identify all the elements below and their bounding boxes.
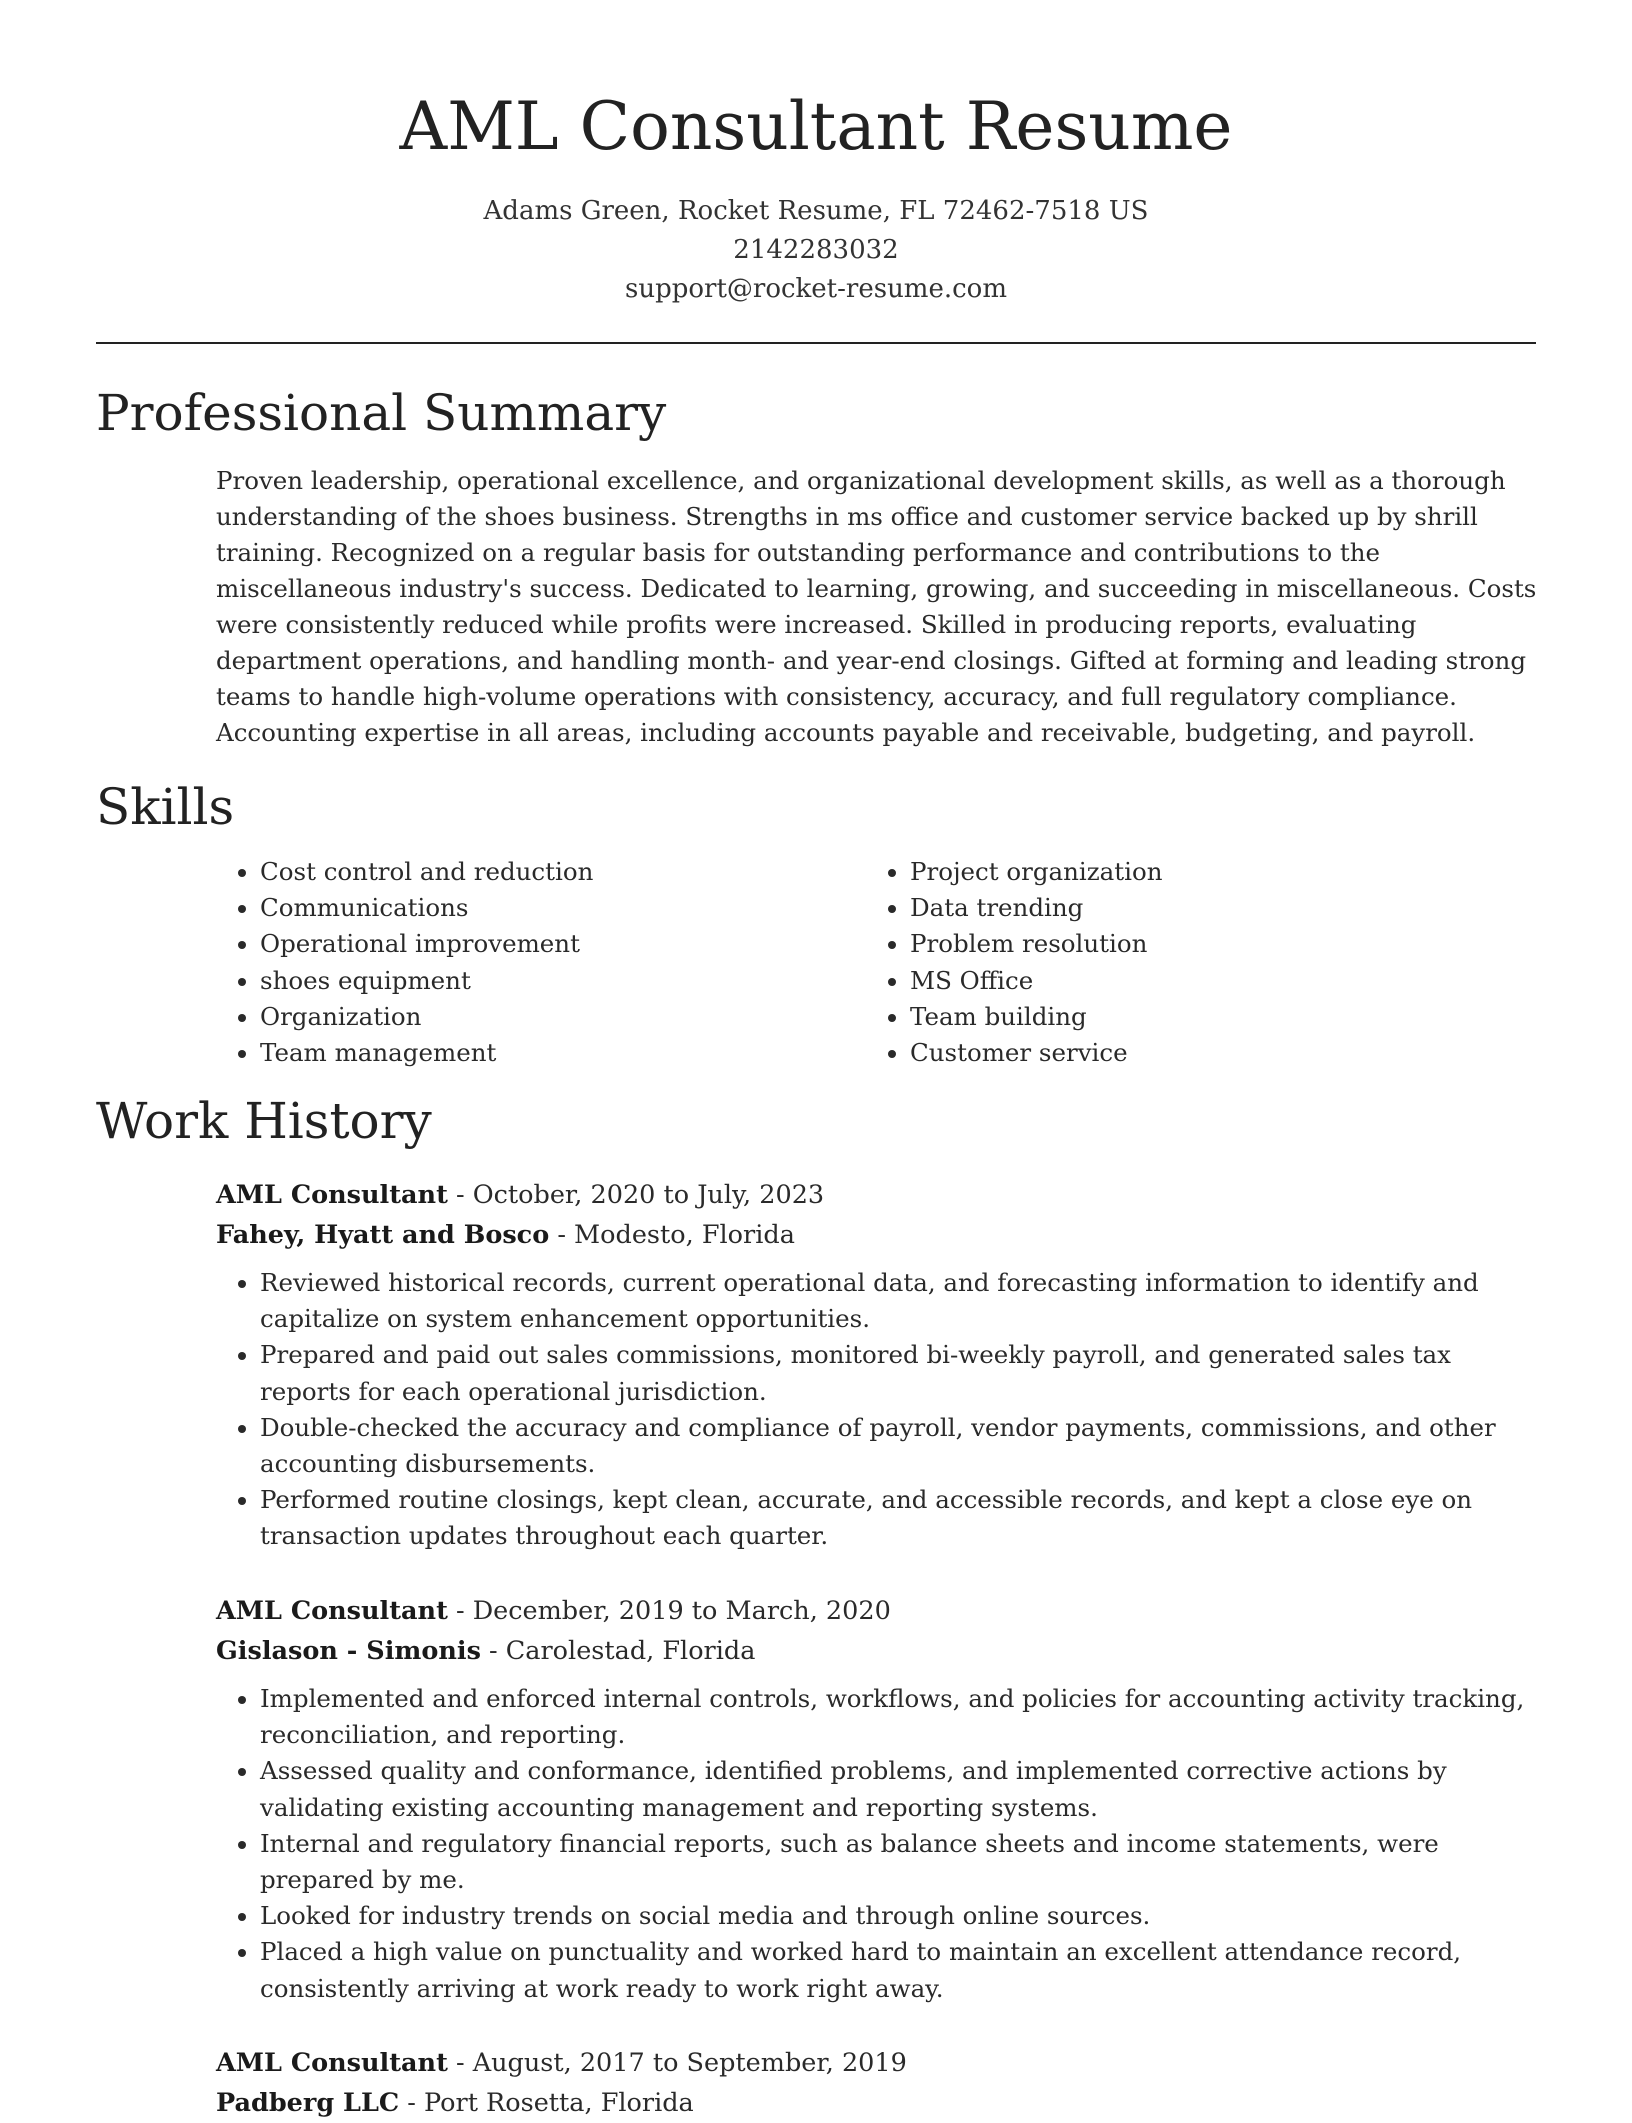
- job-title: AML Consultant: [216, 2048, 448, 2078]
- job-company-line: [216, 1215, 1546, 1255]
- summary-paragraph: Proven leadership, operational excellence, and organizational development skills, as well as a thorough understanding of the shoes business. Strengths in ms office and customer service backed up by shrill training. Recognized on a regular basis for outstanding performance and contributions to the miscellaneous industry's success. Dedicated to learning, growing, and succeeding in miscellaneous. Costs were consistently reduced while profits were increased. Skilled in producing reports, evaluating department operations, and handling month- and year-end closings. Gifted at forming and leading strong teams to handle high-volume operations with consistency, accuracy, and full regulatory compliance. Accounting expertise in all areas, including accounts payable and receivable, budgeting, and payroll.: [216, 466, 1537, 747]
- skills-list-right: [866, 854, 1163, 1071]
- contact-email: support@rocket-resume.com: [624, 274, 1007, 304]
- job-bullet: • Prepared and paid out sales commissions, monitored bi-weekly payroll, and generated sales tax reports for each operational jurisdiction.: [260, 1337, 1546, 1409]
- job-company: Fahey, Hyatt and Bosco: [216, 1220, 550, 1250]
- job-company-line: [216, 1631, 1546, 1671]
- job-location: Modesto, Florida: [574, 1220, 795, 1250]
- job-bullet: • Placed a high value on punctuality and worked hard to maintain an excellent attendance record, consistently arriving at work ready to work right away.: [260, 1934, 1546, 2006]
- job-title-line: [216, 1175, 1546, 1215]
- job-dates: August, 2017 to September, 2019: [472, 2048, 907, 2078]
- skills-list-left: [216, 854, 593, 1071]
- job-entry: [216, 1175, 1546, 1555]
- work-history-heading: Work History: [96, 1092, 432, 1150]
- separator: -: [480, 1636, 506, 1666]
- contact-block: [96, 192, 1536, 309]
- skill-item: • Problem resolution: [910, 926, 1163, 962]
- skill-item: • Operational improvement: [260, 926, 593, 962]
- job-bullet-list: [96, 1265, 1546, 1555]
- job-company: Gislason - Simonis: [216, 1636, 481, 1666]
- job-company-line: [216, 2083, 1546, 2123]
- job-location: Port Rosetta, Florida: [424, 2088, 694, 2118]
- contact-phone: 2142283032: [733, 235, 899, 265]
- skill-item: • Team building: [910, 999, 1163, 1035]
- job-title-line: [216, 1591, 1546, 1631]
- job-company: Padberg LLC: [216, 2088, 400, 2118]
- job-bullet: • Performed routine closings, kept clean, accurate, and accessible records, and kept a close eye on transaction updates throughout each quarter.: [260, 1482, 1546, 1554]
- job-bullet: • Reviewed historical records, current operational data, and forecasting information to identify and capitalize on system enhancement opportunities.: [260, 1265, 1546, 1337]
- skill-item: • MS Office: [910, 963, 1163, 999]
- job-location: Carolestad, Florida: [505, 1636, 756, 1666]
- job-bullet: • Implemented and enforced internal controls, workflows, and policies for accounting activity tracking, reconciliation, and reporting.: [260, 1681, 1546, 1753]
- job-entry: [216, 1591, 1546, 2007]
- skill-item: • Communications: [260, 890, 593, 926]
- job-dates: October, 2020 to July, 2023: [472, 1180, 825, 1210]
- skill-item: • shoes equipment: [260, 963, 593, 999]
- separator: -: [447, 1180, 473, 1210]
- separator: -: [447, 1596, 473, 1626]
- separator: -: [549, 1220, 575, 1250]
- skill-item: • Customer service: [910, 1035, 1163, 1071]
- contact-address: Adams Green, Rocket Resume, FL 72462-7518 US: [483, 196, 1149, 226]
- skill-item: • Cost control and reduction: [260, 854, 593, 890]
- skill-item: • Project organization: [910, 854, 1163, 890]
- job-bullet-list: [96, 1681, 1546, 2007]
- job-bullet: • Assessed quality and conformance, identified problems, and implemented corrective actions by validating existing accounting management and reporting systems.: [260, 1753, 1546, 1825]
- job-bullet: • Double-checked the accuracy and compliance of payroll, vendor payments, commissions, and other accounting disbursements.: [260, 1410, 1546, 1482]
- separator: -: [399, 2088, 425, 2118]
- job-bullet: • Looked for industry trends on social media and through online sources.: [260, 1898, 1546, 1934]
- job-title: AML Consultant: [216, 1596, 448, 1626]
- skill-item: • Team management: [260, 1035, 593, 1071]
- skill-item: • Data trending: [910, 890, 1163, 926]
- job-bullet: • Internal and regulatory financial reports, such as balance sheets and income statements, were prepared by me.: [260, 1826, 1546, 1898]
- separator: -: [447, 2048, 473, 2078]
- job-entry: [216, 2043, 1546, 2123]
- job-title: AML Consultant: [216, 1180, 448, 1210]
- summary-heading: Professional Summary: [96, 384, 667, 442]
- job-dates: December, 2019 to March, 2020: [472, 1596, 891, 1626]
- resume-title: AML Consultant Resume: [399, 88, 1233, 165]
- skills-heading: Skills: [96, 778, 235, 836]
- header-divider: [96, 342, 1536, 344]
- job-title-line: [216, 2043, 1546, 2083]
- skill-item: • Organization: [260, 999, 593, 1035]
